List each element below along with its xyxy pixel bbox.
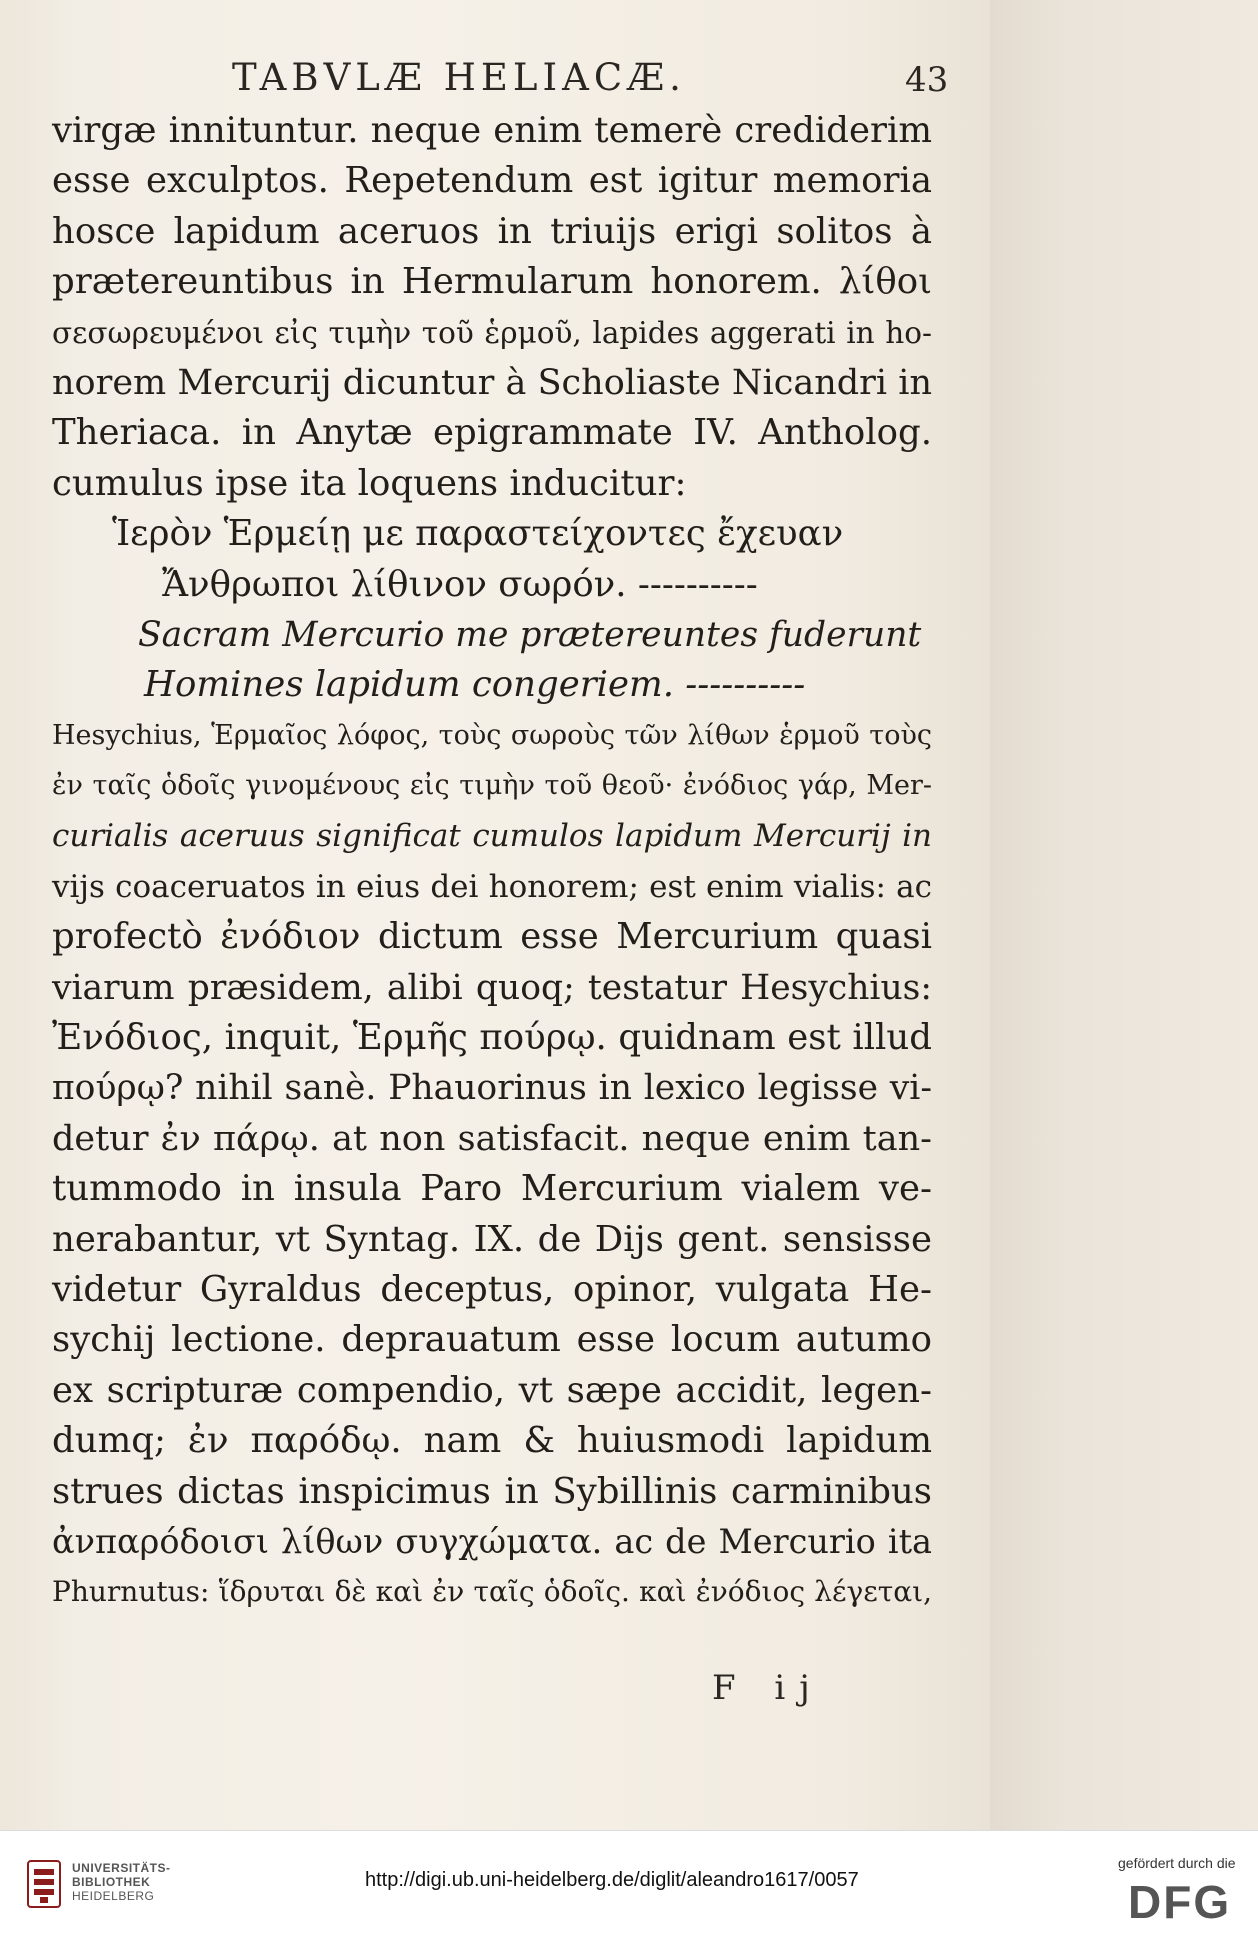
text-line: Theriaca. in Anytæ epigrammate IV. Antholog. [52,412,932,454]
text-line: videtur Gyraldus deceptus, opinor, vulgata He- [52,1268,932,1310]
latin-verse-line: Homines lapidum congeriem. ---------- [144,664,806,706]
text-line: virgæ innituntur. neque enim temerè crediderim [52,110,932,151]
page-number: 43 [905,60,949,100]
greek-verse-line: Ἄνθρωποι λίθινον σωρόν. ---------- [162,563,758,605]
text-line: hosce lapidum aceruos in triuijs erigi solitos à [52,210,932,252]
library-name-line: HEIDELBERG [72,1889,155,1903]
text-line: vijs coaceruatos in eius dei honorem; est enim vialis: ac [52,868,932,905]
permalink[interactable]: http://digi.ub.uni-heidelberg.de/diglit/aleandro1617/0057 [365,1869,859,1891]
text-line: sychij lectione. deprauatum esse locum autumo [52,1319,932,1361]
university-seal-icon [26,1859,62,1909]
text-line: nerabantur, vt Syntag. IX. de Dijs gent. sensisse [52,1218,932,1260]
text-line: dumq; ἐν παρόδῳ. nam & huiusmodi lapidum [52,1420,932,1462]
text-line: curialis aceruus significat cumulos lapidum Mercurij in [52,818,932,855]
text-line: ex scripturæ compendio, vt sæpe accidit, legen- [52,1369,932,1411]
text-line: πούρῳ? nihil sanè. Phauorinus in lexico legisse vi- [52,1068,932,1109]
text-line: norem Mercurij dicuntur à Scholiaste Nicandri in [52,362,932,403]
text-line: tummodo in insula Paro Mercurium vialem ve- [52,1168,932,1210]
text-line: esse exculptos. Repetendum est igitur memoria [52,160,932,202]
funded-by-label: gefördert durch die [1118,1855,1236,1871]
signature-mark: F ij [712,1668,824,1708]
latin-verse-line: Sacram Mercurio me prætereuntes fuderunt [138,614,922,655]
text-line: profectò ἐνόδιον dictum esse Mercurium quasi [52,916,932,958]
text-line: ἐν ταῖς ὁδοῖς γινομένους εἰς τιμὴν τοῦ θεοῦ· ἐνόδιος γάρ, Mer- [52,770,932,802]
dfg-logo: DFG [1128,1876,1232,1928]
text-line: detur ἐν πάρῳ. at non satisfacit. neque enim tan- [52,1118,932,1159]
running-head: TABVLÆ HELIACÆ. [232,56,686,99]
text-line: ἀνπαρόδοισι λίθων συγχώματα. ac de Mercurio ita [52,1521,932,1561]
text-line: Ἐνόδιος, inquit, Ἑρμῆς πούρῳ. quidnam est illud [52,1017,932,1059]
viewer-footer [0,1830,1258,1933]
text-line: prætereuntibus in Hermularum honorem. λίθοι [52,261,932,303]
body-text [52,106,932,1618]
greek-verse-line: Ἱερὸν Ἑρμείῃ με παραστείχοντες ἔχευαν [112,513,844,555]
text-line: Phurnutus: ἵδρυται δὲ καὶ ἐν ταῖς ὁδοῖς. καὶ ἐνόδιος λέγεται, [52,1575,932,1609]
library-name-line: BIBLIOTHEK [72,1875,151,1889]
page-margin [990,0,1258,1830]
text-line: σεσωρευμένοι εἰς τιμὴν τοῦ ἑρμοῦ, lapides aggerati in ho- [52,315,932,350]
text-line: Hesychius, Ἑρμαῖος λόφος, τοὺς σωροὺς τῶν λίθων ἑρμοῦ τοὺς [52,719,932,751]
text-line: strues dictas inspicimus in Sybillinis carminibus [52,1470,932,1512]
text-line: cumulus ipse ita loquens inducitur: [52,462,687,504]
text-line: viarum præsidem, alibi quoq; testatur Hesychius: [52,967,932,1008]
library-name-line: UNIVERSITÄTS- [72,1861,171,1875]
library-name [72,1861,171,1903]
